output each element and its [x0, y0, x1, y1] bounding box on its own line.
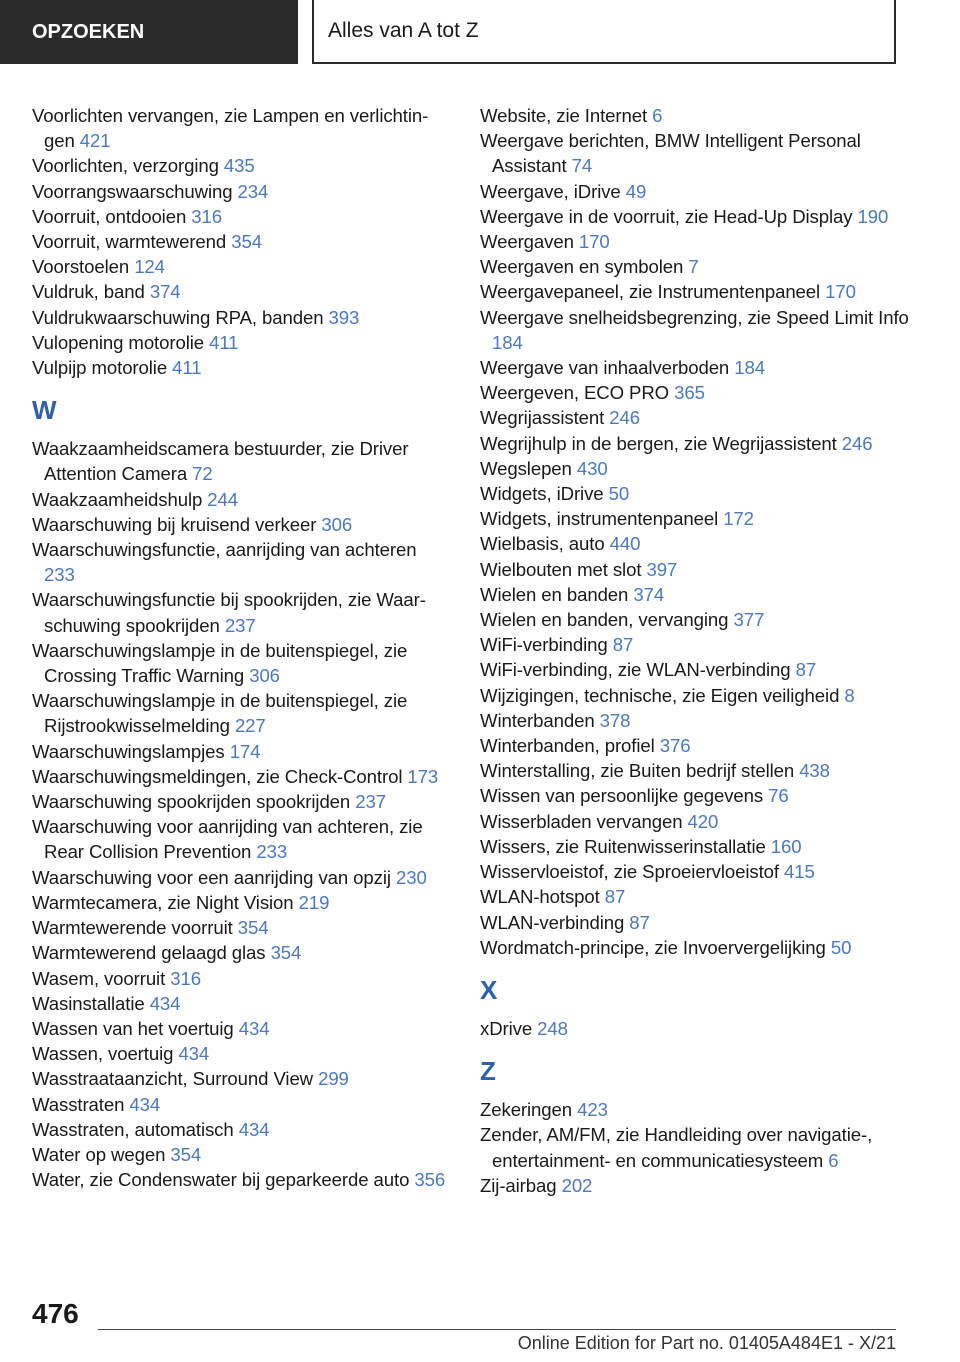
- page-reference-link[interactable]: 420: [687, 810, 719, 832]
- index-entry: [480, 809, 920, 834]
- index-entry: [32, 1167, 452, 1192]
- index-entry: [480, 179, 920, 204]
- page-reference-link[interactable]: 174: [229, 740, 261, 762]
- index-entry-term: Wielen en banden: [480, 583, 634, 605]
- index-entry-term: Wisserbladen vervangen: [480, 810, 688, 832]
- page-reference-link[interactable]: 170: [825, 281, 856, 303]
- page-reference-link[interactable]: 87: [604, 886, 626, 908]
- page-reference-link[interactable]: 423: [577, 1099, 608, 1121]
- page-reference-link[interactable]: 378: [599, 709, 631, 731]
- index-entry: [480, 531, 920, 556]
- index-entry-term: Weergave in de voorruit, zie Head-Up Display: [480, 205, 858, 227]
- index-entry-term: Wassen, voertuig: [32, 1043, 179, 1065]
- page-reference-link[interactable]: 76: [768, 785, 789, 807]
- index-entry-term: Water, zie Condenswater bij geparkeerde auto: [32, 1169, 415, 1191]
- index-entry: [32, 587, 452, 637]
- index-entry-term: Weergeven, ECO PRO: [480, 382, 675, 404]
- page-reference-link[interactable]: 430: [576, 457, 608, 479]
- index-entry-term: Wielbasis, auto: [480, 533, 610, 555]
- index-entry: [480, 834, 920, 859]
- index-entry-term: Wissers, zie Ruitenwisserinstallatie: [480, 835, 771, 857]
- index-entry-term: Waakzaamheidscamera bestuurder, zie Driver Attention Camera: [32, 438, 409, 485]
- page-reference-link[interactable]: 50: [608, 483, 630, 505]
- index-entry: [32, 279, 452, 304]
- index-entry: [32, 991, 452, 1016]
- index-entry: [32, 254, 452, 279]
- index-entry-term: Voorstoelen: [32, 256, 135, 278]
- page-reference-link[interactable]: 299: [318, 1068, 349, 1090]
- index-entry-term: Wegslepen: [480, 457, 577, 479]
- page-reference-link[interactable]: 190: [857, 205, 889, 227]
- index-entry-term: Wegrijassistent: [480, 407, 610, 429]
- section-label: OPZOEKEN: [32, 20, 145, 43]
- page-reference-link[interactable]: 316: [170, 967, 201, 989]
- index-entry: [480, 405, 920, 430]
- index-entry: [32, 940, 452, 965]
- index-entry-term: Wassen van het voertuig: [32, 1017, 239, 1039]
- page-reference-link[interactable]: 316: [191, 205, 222, 227]
- index-entry: [32, 1041, 452, 1066]
- index-entry: [480, 456, 920, 481]
- index-entry-term: Wegrijhulp in de bergen, zie Wegrijassistent: [480, 432, 842, 454]
- index-entry-term: Wielen en banden, vervanging: [480, 609, 734, 631]
- page-reference-link[interactable]: 173: [407, 765, 439, 787]
- index-entry-term: Wasstraten, automatisch: [32, 1118, 239, 1140]
- page-reference-link[interactable]: 354: [170, 1143, 202, 1165]
- index-entry: [32, 764, 452, 789]
- index-entry-term: Waarschuwing voor een aanrijding van opzij: [32, 866, 396, 888]
- index-entry: [480, 1016, 920, 1041]
- page-reference-link[interactable]: 354: [237, 917, 269, 939]
- index-entry-term: Widgets, iDrive: [480, 483, 609, 505]
- page-reference-link[interactable]: 170: [578, 231, 610, 253]
- page-reference-link[interactable]: 50: [830, 936, 852, 958]
- index-entry-term: Wasstraten: [32, 1093, 130, 1115]
- page-reference-link[interactable]: 434: [238, 1017, 270, 1039]
- page-reference-link[interactable]: 87: [612, 634, 634, 656]
- index-entry-term: Waarschuwingsmeldingen, zie Check-Control: [32, 765, 408, 787]
- index-entry-term: WLAN-hotspot: [480, 886, 605, 908]
- index-entry: [32, 512, 452, 537]
- index-entry: [480, 305, 920, 355]
- page-reference-link[interactable]: 244: [207, 488, 239, 510]
- index-entry: [480, 254, 920, 279]
- index-entry-term: Wasinstallatie: [32, 992, 150, 1014]
- index-entry: [480, 783, 920, 808]
- index-entry: [32, 638, 452, 688]
- index-entry: [32, 1142, 452, 1167]
- index-entry: [480, 204, 920, 229]
- page-reference-link[interactable]: 354: [270, 942, 302, 964]
- index-entry-term: Weergave snelheidsbegrenzing, zie Speed Limit Info: [480, 306, 909, 328]
- index-entry: [480, 1097, 920, 1122]
- index-entry: [32, 789, 452, 814]
- index-entry-term: Weergave, iDrive: [480, 180, 626, 202]
- index-entry: [32, 537, 452, 587]
- index-entry: [480, 935, 920, 960]
- index-entry-term: Warmtewerend gelaagd glas: [32, 942, 271, 964]
- index-entry-term: Winterstalling, zie Buiten bedrijf stellen: [480, 760, 800, 782]
- index-entry: [480, 607, 920, 632]
- index-entry: [480, 1122, 920, 1172]
- index-entry-term: Weergaven: [480, 231, 579, 253]
- index-entry-term: Zij-airbag: [480, 1174, 562, 1196]
- index-column-right: [480, 103, 920, 1198]
- page-reference-link[interactable]: 438: [799, 760, 830, 782]
- page-reference-link[interactable]: 233: [256, 841, 288, 863]
- index-entry-term: Wielbouten met slot: [480, 558, 647, 580]
- page-reference-link[interactable]: 7: [688, 256, 699, 278]
- index-entry: [480, 380, 920, 405]
- page-reference-link[interactable]: 172: [723, 508, 754, 530]
- page-reference-link[interactable]: 415: [784, 861, 815, 883]
- index-entry: [480, 582, 920, 607]
- index-entry: [32, 204, 452, 229]
- index-entry: [32, 865, 452, 890]
- index-entry: [480, 910, 920, 935]
- page-reference-link[interactable]: 435: [223, 155, 255, 177]
- page-reference-link[interactable]: 6: [652, 105, 663, 126]
- index-entry: [32, 1016, 452, 1041]
- index-entry-term: Zender, AM/FM, zie Handleiding over navigatie-, entertainment- en communicatiesysteem: [480, 1124, 873, 1171]
- index-entry: [32, 229, 452, 254]
- index-entry: [32, 179, 452, 204]
- index-entry: [480, 128, 920, 178]
- index-entry: [480, 431, 920, 456]
- index-entry: [480, 632, 920, 657]
- page-reference-link[interactable]: 227: [234, 715, 266, 737]
- index-entry-term: Voorlichten vervangen, zie Lampen en verlichtingen: [32, 105, 429, 152]
- index-entry-term: Voorlichten, verzorging: [32, 155, 224, 177]
- index-entry: [32, 436, 452, 486]
- index-entry: [480, 506, 920, 531]
- page-reference-link[interactable]: 376: [659, 735, 691, 757]
- index-entry: [480, 1173, 920, 1198]
- page-reference-link[interactable]: 411: [209, 331, 239, 353]
- index-entry: [32, 103, 452, 153]
- index-entry: [32, 688, 452, 738]
- index-entry: [32, 1092, 452, 1117]
- page-reference-link[interactable]: 8: [844, 684, 855, 706]
- index-entry-term: Winterbanden, profiel: [480, 735, 660, 757]
- index-entry: [32, 814, 452, 864]
- page-reference-link[interactable]: 306: [321, 513, 353, 535]
- index-entry-term: Vulpijp motorolie: [32, 357, 173, 379]
- index-entry-term: Vulopening motorolie: [32, 331, 210, 353]
- index-entry-term: xDrive: [480, 1017, 538, 1039]
- index-letter-heading: Z: [480, 1056, 496, 1087]
- page-reference-link[interactable]: 124: [134, 256, 165, 278]
- index-letter-heading: X: [480, 974, 498, 1005]
- index-entry-term: Waarschuwingslampje in de buitenspiegel, zie Rijstrookwisselmelding: [32, 690, 408, 737]
- index-entry-term: Vuldrukwaarschuwing RPA, banden: [32, 306, 329, 328]
- page-reference-link[interactable]: 421: [79, 130, 111, 152]
- index-entry: [32, 487, 452, 512]
- index-entry-term: Wasstraataanzicht, Surround View: [32, 1068, 319, 1090]
- index-entry: [480, 733, 920, 758]
- page-reference-link[interactable]: 184: [492, 331, 523, 353]
- page-reference-link[interactable]: 306: [249, 665, 280, 687]
- page-reference-link[interactable]: 160: [770, 835, 802, 857]
- page-reference-link[interactable]: 49: [625, 180, 647, 202]
- edition-note: Online Edition for Part no. 01405A484E1 - X/21: [517, 1333, 896, 1353]
- index-entry-term: Vuldruk, band: [32, 281, 150, 303]
- index-entry-term: Weergave van inhaalverboden: [480, 357, 735, 379]
- index-entry-term: Waarschuwing bij kruisend verkeer: [32, 513, 322, 535]
- index-entry: [480, 758, 920, 783]
- page-reference-link[interactable]: 356: [414, 1169, 446, 1191]
- index-entry: [480, 657, 920, 682]
- index-entry-term: Waarschuwingsfunctie, aanrijding van achteren: [32, 539, 417, 561]
- index-entry-term: Waarschuwingslampje in de buitenspiegel, zie Crossing Traffic Warning: [32, 639, 408, 687]
- page-reference-link[interactable]: 246: [609, 407, 641, 429]
- page-reference-link[interactable]: 411: [172, 357, 202, 379]
- page-reference-link[interactable]: 230: [396, 866, 427, 888]
- page-reference-link[interactable]: 237: [355, 791, 386, 813]
- index-entry: [480, 229, 920, 254]
- index-entry-term: Widgets, instrumentenpaneel: [480, 508, 724, 530]
- index-entry: [480, 884, 920, 909]
- page-reference-link[interactable]: 248: [537, 1017, 568, 1039]
- index-entry-term: Wordmatch-principe, zie Invoervergelijking: [480, 936, 831, 958]
- page-reference-link[interactable]: 440: [609, 533, 641, 555]
- index-entry-term: Wasem, voorruit: [32, 967, 171, 989]
- page-reference-link[interactable]: 434: [238, 1118, 270, 1140]
- index-entry-term: Voorruit, warmtewerend: [32, 231, 232, 253]
- index-entry: [480, 557, 920, 582]
- index-entry-term: Waarschuwingslampjes: [32, 740, 230, 762]
- index-entry: [32, 305, 452, 330]
- page-title: Alles van A tot Z: [328, 19, 479, 42]
- index-entry-term: WiFi-verbinding: [480, 634, 613, 656]
- index-entry-term: Weergave berichten, BMW Intelligent Personal Assistant: [480, 130, 861, 177]
- page-reference-link[interactable]: 237: [224, 614, 256, 636]
- page-reference-link[interactable]: 219: [298, 891, 330, 913]
- page-reference-link[interactable]: 87: [795, 659, 817, 681]
- index-entry: [480, 355, 920, 380]
- page-reference-link[interactable]: 234: [237, 180, 269, 202]
- index-entry: [480, 708, 920, 733]
- index-entry-term: Winterbanden: [480, 709, 600, 731]
- index-entry-term: Website, zie Internet: [480, 105, 653, 126]
- index-entry: [32, 330, 452, 355]
- page-reference-link[interactable]: 377: [733, 609, 765, 631]
- index-entry-term: Waakzaamheidshulp: [32, 488, 208, 510]
- page-reference-link[interactable]: 397: [646, 558, 678, 580]
- footer-divider: [98, 1329, 896, 1330]
- page-reference-link[interactable]: 354: [231, 231, 262, 253]
- index-entry-term: Wissen van persoonlijke gegevens: [480, 785, 769, 807]
- index-entry: [480, 103, 920, 128]
- page-reference-link[interactable]: 184: [734, 357, 765, 379]
- index-entry-term: Waarschuwingsfunctie bij spookrijden, zie Waarschuwing spookrijden: [32, 589, 426, 636]
- index-entry: [32, 153, 452, 178]
- page-reference-link[interactable]: 6: [828, 1149, 839, 1171]
- index-entry: [32, 915, 452, 940]
- index-entry-term: Weergavepaneel, zie Instrumentenpaneel: [480, 281, 826, 303]
- index-entry-term: Water op wegen: [32, 1143, 171, 1165]
- index-entry: [480, 683, 920, 708]
- index-entry-term: Wisservloeistof, zie Sproeiervloeistof: [480, 861, 785, 883]
- page-reference-link[interactable]: 374: [149, 281, 181, 303]
- index-entry-term: Waarschuwing spookrijden spookrijden: [32, 791, 356, 813]
- page-header: [312, 0, 896, 64]
- index-entry: [32, 355, 452, 380]
- index-entry-term: Weergaven en symbolen: [480, 256, 689, 278]
- page-reference-link[interactable]: 233: [44, 564, 75, 586]
- index-entry-term: Voorrangswaarschuwing: [32, 180, 238, 202]
- page-reference-link[interactable]: 72: [192, 463, 213, 485]
- index-entry-term: Wijzigingen, technische, zie Eigen veiligheid: [480, 684, 845, 706]
- index-entry: [32, 890, 452, 915]
- index-entry-term: WLAN-verbinding: [480, 911, 630, 933]
- section-tab: [0, 0, 298, 64]
- page-reference-link[interactable]: 365: [674, 382, 705, 404]
- index-entry-term: Waarschuwing voor aanrijding van achteren, zie Rear Collision Prevention: [32, 816, 423, 863]
- page-reference-link[interactable]: 434: [149, 992, 181, 1014]
- page-reference-link[interactable]: 202: [561, 1174, 593, 1196]
- page-reference-link[interactable]: 374: [633, 583, 665, 605]
- page-reference-link[interactable]: 246: [841, 432, 873, 454]
- index-entry: [32, 1066, 452, 1091]
- index-column-left: [32, 103, 452, 1192]
- page-reference-link[interactable]: 74: [571, 155, 593, 177]
- index-entry-term: WiFi-verbinding, zie WLAN-verbinding: [480, 659, 796, 681]
- index-entry-term: Voorruit, ontdooien: [32, 205, 192, 227]
- index-entry: [480, 481, 920, 506]
- index-entry: [480, 859, 920, 884]
- page-number: 476: [32, 1298, 79, 1329]
- index-entry: [32, 966, 452, 991]
- page-reference-link[interactable]: 393: [328, 306, 360, 328]
- index-entry-term: Zekeringen: [480, 1099, 578, 1121]
- index-entry-term: Warmtewerende voorruit: [32, 917, 238, 939]
- index-entry: [480, 279, 920, 304]
- index-entry: [32, 1117, 452, 1142]
- index-entry-term: Warmtecamera, zie Night Vision: [32, 891, 299, 913]
- page-reference-link[interactable]: 87: [629, 911, 650, 933]
- index-letter-heading: W: [32, 395, 57, 426]
- index-entry: [32, 739, 452, 764]
- page-reference-link[interactable]: 434: [178, 1043, 210, 1065]
- page-reference-link[interactable]: 434: [129, 1093, 161, 1115]
